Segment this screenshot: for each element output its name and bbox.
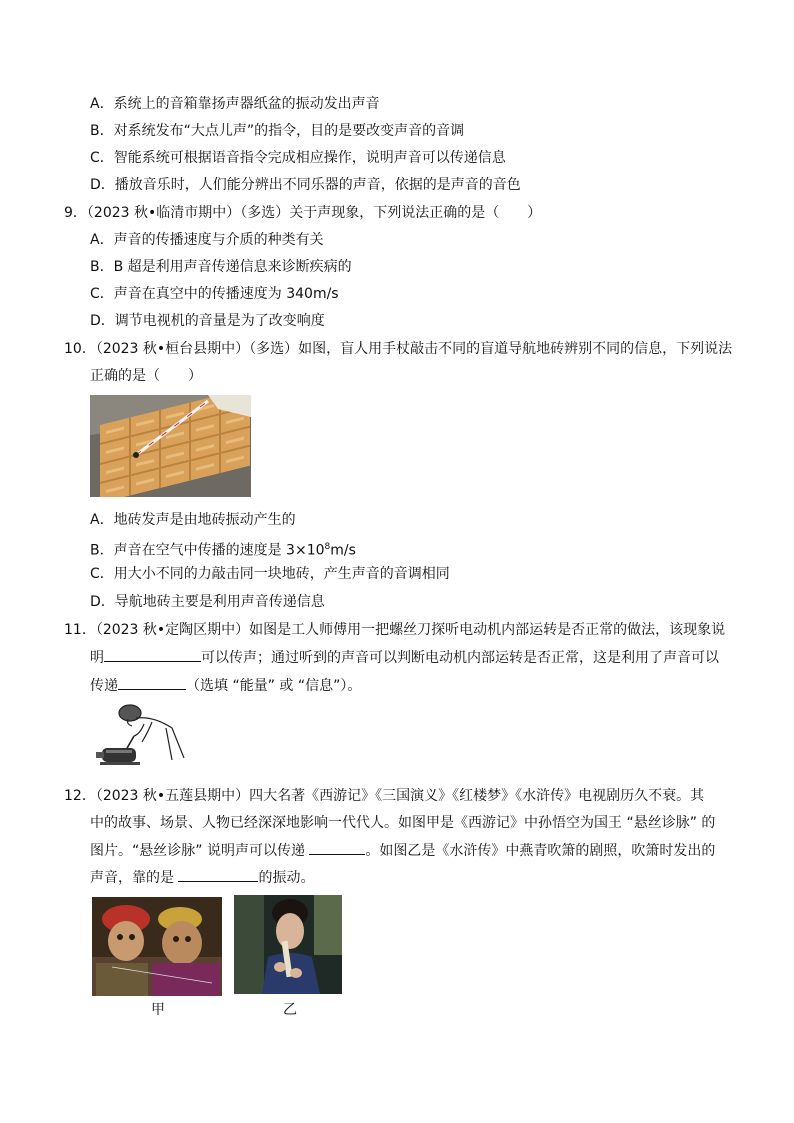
- caption-jia: 甲: [151, 1002, 165, 1018]
- monkey-king-photo: [92, 897, 222, 996]
- yanqing-flute-photo: [234, 895, 342, 994]
- q8-option-a: A．系统上的音箱靠扬声器纸盆的振动发出声音: [90, 96, 380, 112]
- tactile-paving-photo: [90, 395, 251, 497]
- q11-blank-1: [104, 647, 201, 662]
- q12-line3: 图片。“悬丝诊脉” 说明声可以传递 。如图乙是《水浒传》中燕青吹箫的剧照，吹箫时发出的: [90, 840, 715, 861]
- worker-motor-illustration: [92, 702, 190, 768]
- q12-line2: 中的故事、场景、人物已经深深地影响一代代人。如图甲是《西游记》中孙悟空为国王 “悬丝诊脉” 的: [90, 815, 716, 831]
- q10-option-d: D．导航地砖主要是利用声音传递信息: [90, 594, 325, 610]
- q10-option-a: A．地砖发声是由地砖振动产生的: [90, 512, 296, 528]
- q12-blank-1: [309, 840, 365, 855]
- q12-line4: 声音，靠的是 的振动。: [90, 867, 314, 888]
- q9-option-b: B．B 超是利用声音传递信息来诊断疾病的: [90, 259, 352, 275]
- q10-option-b: B．声音在空气中传播的速度是 $3\times 10^8m/s$: [90, 542, 356, 559]
- q8-option-c: C．智能系统可根据语音指令完成相应操作，说明声音可以传递信息: [90, 150, 506, 166]
- q11-line3: 传递 （选填 “能量” 或 “信息”）。: [90, 675, 361, 696]
- q11-blank-2: [118, 675, 186, 690]
- q11-line2: 明 可以传声；通过听到的声音可以判断电动机内部运转是否正常，这是利用了声音可以: [90, 647, 719, 668]
- q11-line1: 11．（2023 秋•定陶区期中）如图是工人师傅用一把螺丝刀探听电动机内部运转是否正常的做法，该现象说: [64, 622, 726, 638]
- q9-option-a: A．声音的传播速度与介质的种类有关: [90, 232, 324, 248]
- q8-option-d: D．播放音乐时，人们能分辨出不同乐器的声音，依据的是声音的音色: [90, 177, 521, 193]
- q9-option-d: D．调节电视机的音量是为了改变响度: [90, 313, 325, 329]
- q10-option-c: C．用大小不同的力敲击同一块地砖，产生声音的音调相同: [90, 566, 450, 582]
- q12-blank-2: [178, 867, 258, 882]
- q10-stem-line2: 正确的是（ ）: [90, 368, 202, 384]
- q9-option-c: C．声音在真空中的传播速度为 340m/s: [90, 286, 339, 302]
- q9-stem: 9．（2023 秋•临清市期中）（多选）关于声现象，下列说法正确的是（ ）: [64, 205, 542, 221]
- caption-yi: 乙: [283, 1002, 297, 1018]
- q12-line1: 12．（2023 秋•五莲县期中）四大名著《西游记》《三国演义》《红楼梦》《水浒传》电视剧历久不衰。其: [64, 788, 705, 804]
- q10-stem-line1: 10．（2023 秋•桓台县期中）（多选）如图，盲人用手杖敲击不同的盲道导航地砖辨别不同的信息，下列说法: [64, 341, 733, 357]
- q8-option-b: B．对系统发布“大点儿声”的指令，目的是要改变声音的音调: [90, 123, 465, 139]
